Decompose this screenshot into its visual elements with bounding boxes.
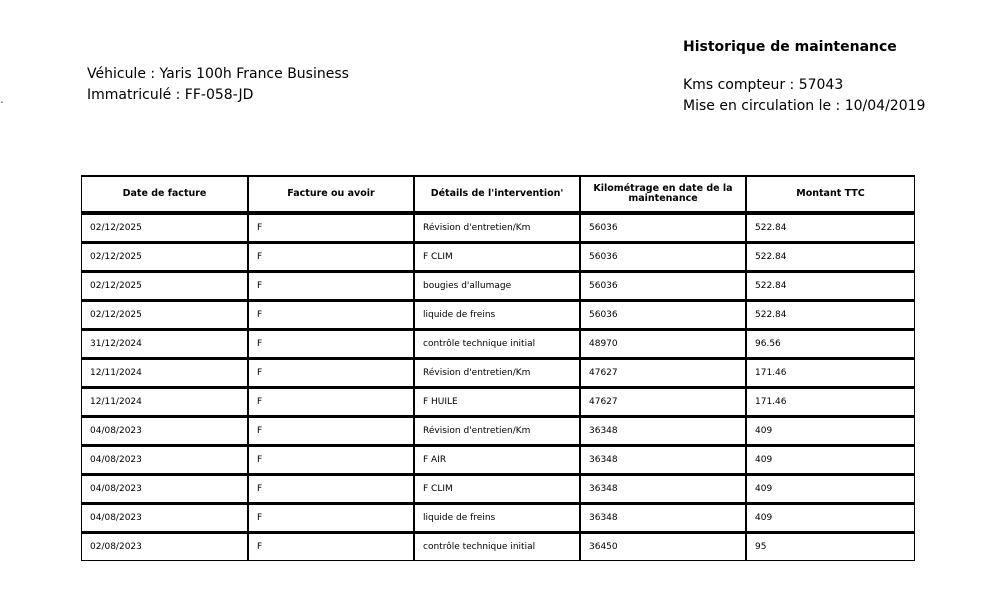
cell-intervention-details: Révision d'entretien/Km: [414, 416, 580, 445]
vehicle-meta: [683, 75, 925, 117]
cell-invoice-type: F: [248, 242, 414, 271]
page-title: Historique de maintenance: [683, 39, 897, 55]
cell-intervention-details: Révision d'entretien/Km: [414, 213, 580, 242]
table-body: [81, 213, 915, 561]
cell-invoice-date: 12/11/2024: [81, 358, 248, 387]
cell-amount: 409: [746, 503, 915, 532]
header-invoice-type: Facture ou avoir: [248, 175, 414, 213]
cell-invoice-type: F: [248, 532, 414, 561]
cell-invoice-type: F: [248, 387, 414, 416]
cell-intervention-details: contrôle technique initial: [414, 532, 580, 561]
cell-intervention-details: F HUILE: [414, 387, 580, 416]
cell-mileage: 36348: [580, 474, 746, 503]
cell-intervention-details: F CLIM: [414, 474, 580, 503]
cell-mileage: 56036: [580, 271, 746, 300]
cell-amount: 522.84: [746, 213, 915, 242]
maintenance-table: [81, 175, 915, 561]
cell-amount: 409: [746, 416, 915, 445]
table-row: [81, 416, 915, 445]
vehicle-model: Véhicule : Yaris 100h France Business: [87, 66, 349, 82]
cell-invoice-type: F: [248, 271, 414, 300]
cell-intervention-details: Révision d'entretien/Km: [414, 358, 580, 387]
cell-amount: 409: [746, 445, 915, 474]
cell-intervention-details: bougies d'allumage: [414, 271, 580, 300]
cell-invoice-date: 04/08/2023: [81, 416, 248, 445]
cell-invoice-type: F: [248, 329, 414, 358]
maintenance-table-container: [81, 175, 915, 561]
vehicle-info: [87, 64, 349, 106]
table-row: [81, 329, 915, 358]
cell-amount: 96.56: [746, 329, 915, 358]
cell-invoice-type: F: [248, 445, 414, 474]
cell-invoice-date: 12/11/2024: [81, 387, 248, 416]
cell-amount: 522.84: [746, 271, 915, 300]
header-amount: Montant TTC: [746, 175, 915, 213]
cell-amount: 95: [746, 532, 915, 561]
cell-amount: 171.46: [746, 387, 915, 416]
cell-mileage: 36348: [580, 503, 746, 532]
cell-amount: 409: [746, 474, 915, 503]
table-row: [81, 474, 915, 503]
table-row: [81, 271, 915, 300]
cell-invoice-date: 02/12/2025: [81, 242, 248, 271]
cell-invoice-date: 04/08/2023: [81, 474, 248, 503]
cell-intervention-details: contrôle technique initial: [414, 329, 580, 358]
cell-invoice-type: F: [248, 503, 414, 532]
cell-intervention-details: liquide de freins: [414, 503, 580, 532]
header-mileage: Kilométrage en date de la maintenance: [580, 175, 746, 213]
table-row: [81, 445, 915, 474]
header-invoice-date: Date de facture: [81, 175, 248, 213]
table-row: [81, 300, 915, 329]
cell-mileage: 47627: [580, 358, 746, 387]
cell-invoice-date: 02/12/2025: [81, 300, 248, 329]
cell-invoice-date: 31/12/2024: [81, 329, 248, 358]
cell-amount: 522.84: [746, 300, 915, 329]
cell-intervention-details: F AIR: [414, 445, 580, 474]
cell-intervention-details: F CLIM: [414, 242, 580, 271]
cell-mileage: 56036: [580, 242, 746, 271]
table-row: [81, 387, 915, 416]
cell-invoice-type: F: [248, 416, 414, 445]
cell-invoice-date: 04/08/2023: [81, 503, 248, 532]
cell-mileage: 56036: [580, 213, 746, 242]
cell-invoice-type: F: [248, 300, 414, 329]
cell-invoice-type: F: [248, 474, 414, 503]
odometer-reading: Kms compteur : 57043: [683, 77, 844, 93]
edge-mark: .: [0, 92, 4, 106]
cell-invoice-date: 02/12/2025: [81, 213, 248, 242]
header-intervention-details: Détails de l'intervention': [414, 175, 580, 213]
cell-mileage: 36450: [580, 532, 746, 561]
table-row: [81, 358, 915, 387]
table-row: [81, 213, 915, 242]
cell-mileage: 36348: [580, 445, 746, 474]
cell-amount: 171.46: [746, 358, 915, 387]
vehicle-plate: Immatriculé : FF-058-JD: [87, 87, 254, 103]
cell-mileage: 47627: [580, 387, 746, 416]
cell-amount: 522.84: [746, 242, 915, 271]
table-row: [81, 242, 915, 271]
cell-mileage: 48970: [580, 329, 746, 358]
registration-date: Mise en circulation le : 10/04/2019: [683, 98, 926, 114]
cell-mileage: 56036: [580, 300, 746, 329]
cell-invoice-type: F: [248, 213, 414, 242]
cell-invoice-date: 02/12/2025: [81, 271, 248, 300]
table-row: [81, 503, 915, 532]
cell-mileage: 36348: [580, 416, 746, 445]
cell-invoice-type: F: [248, 358, 414, 387]
table-row: [81, 532, 915, 561]
cell-intervention-details: liquide de freins: [414, 300, 580, 329]
cell-invoice-date: 02/08/2023: [81, 532, 248, 561]
table-header-row: [81, 175, 915, 213]
cell-invoice-date: 04/08/2023: [81, 445, 248, 474]
